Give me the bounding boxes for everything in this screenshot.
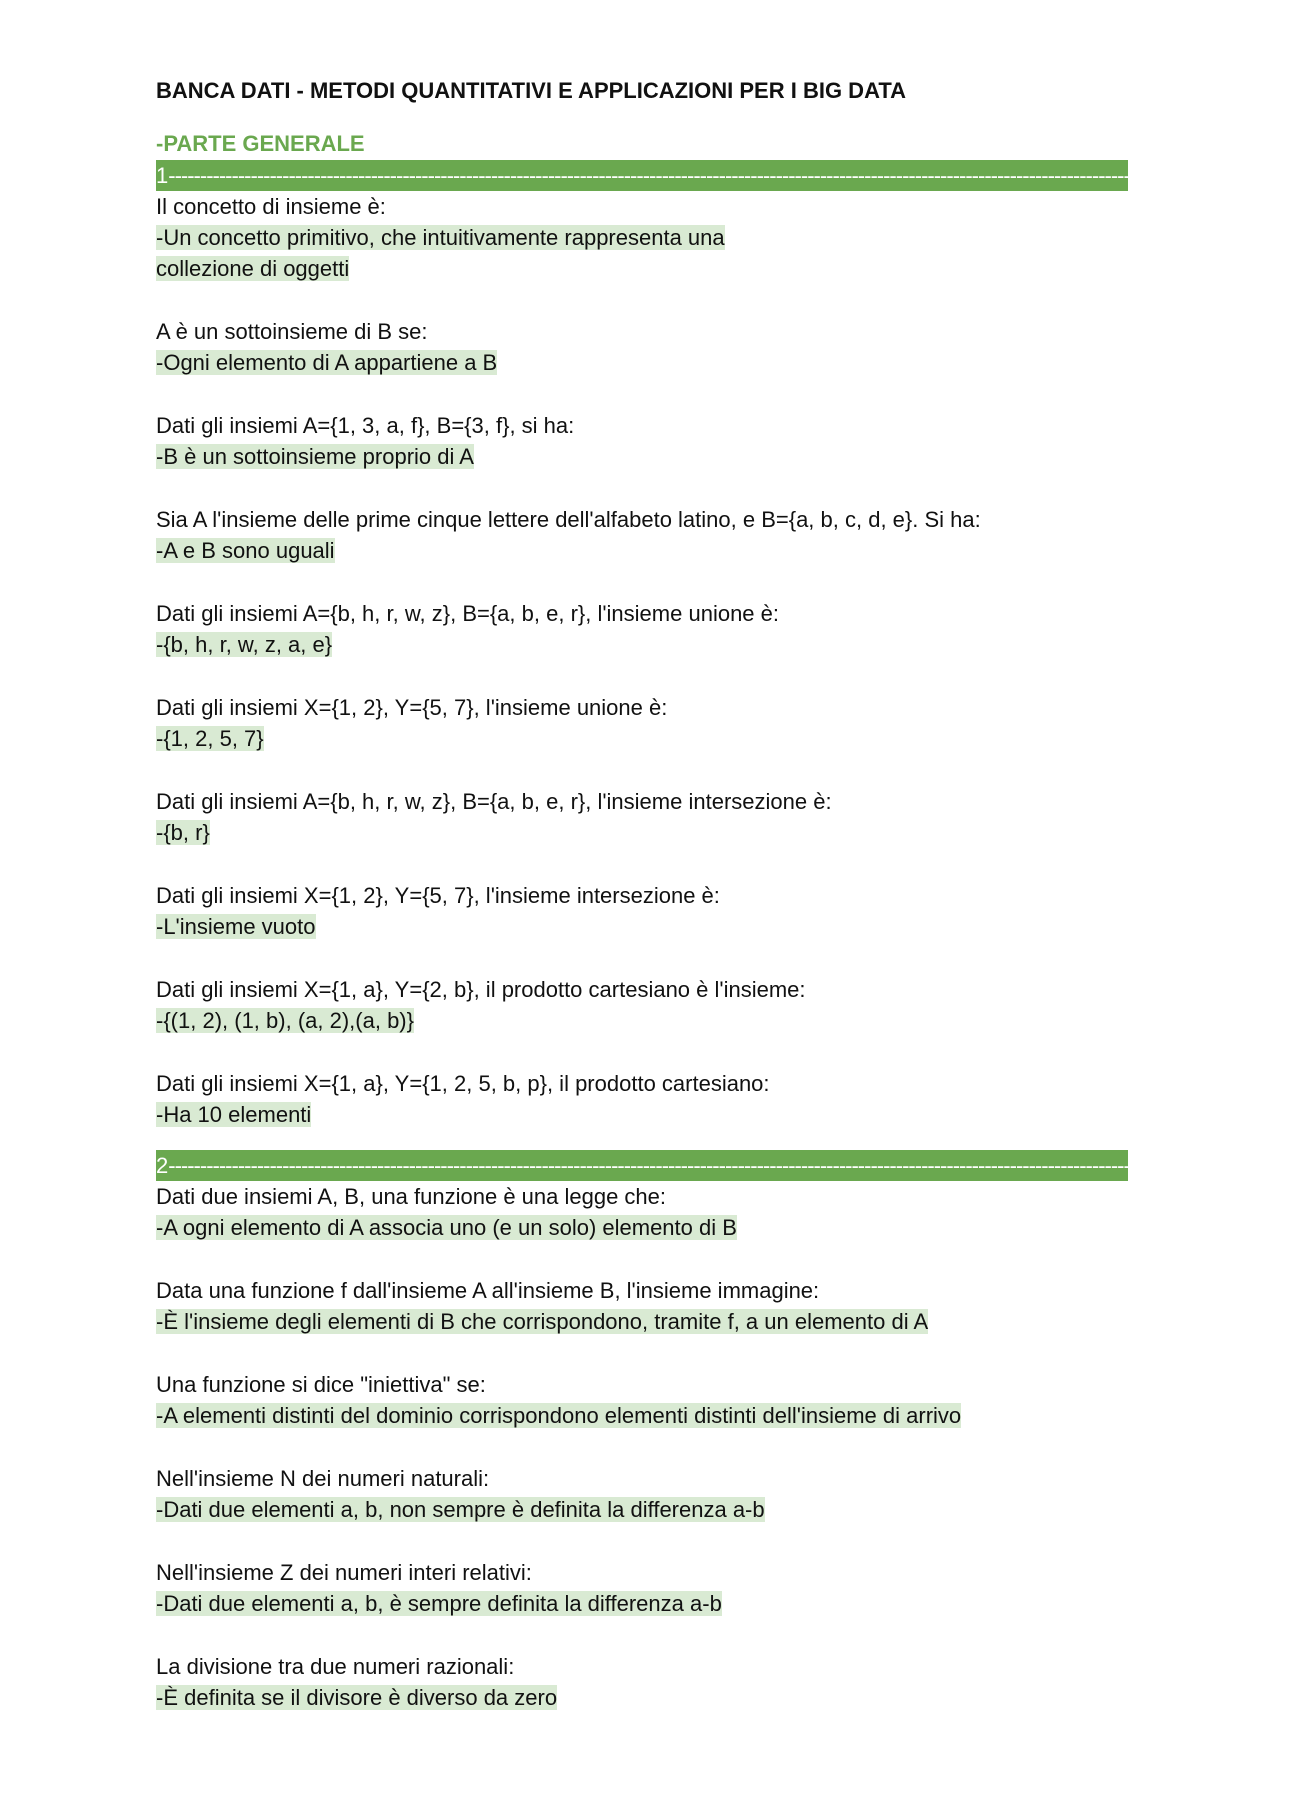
answer-text bbox=[156, 1005, 1128, 1036]
answer-text bbox=[156, 1682, 1128, 1713]
answer-text bbox=[156, 1099, 1128, 1130]
question-text: Dati gli insiemi A={1, 3, a, f}, B={3, f}, si ha: bbox=[156, 413, 575, 438]
question-block bbox=[156, 1068, 1128, 1130]
document-title: BANCA DATI - METODI QUANTITATIVI E APPLICAZIONI PER I BIG DATA bbox=[156, 78, 907, 103]
answer-highlight: -B è un sottoinsieme proprio di A bbox=[156, 444, 474, 469]
question-text: Data una funzione f dall'insieme A all'insieme B, l'insieme immagine: bbox=[156, 1278, 820, 1303]
answer-text bbox=[156, 911, 1128, 942]
answer-text bbox=[156, 222, 766, 284]
answer-highlight: -{b, h, r, w, z, a, e} bbox=[156, 632, 333, 657]
answer-highlight: -Un concetto primitivo, che intuitivamente rappresenta una collezione di oggetti bbox=[156, 225, 725, 281]
answer-highlight: -Ogni elemento di A appartiene a B bbox=[156, 350, 498, 375]
question-text: Dati gli insiemi X={1, a}, Y={1, 2, 5, b, p}, il prodotto cartesiano: bbox=[156, 1071, 770, 1096]
question-block bbox=[156, 598, 1128, 660]
question-text: Dati due insiemi A, B, una funzione è una legge che: bbox=[156, 1184, 667, 1209]
question-text: Il concetto di insieme è: bbox=[156, 194, 386, 219]
answer-text bbox=[156, 817, 1128, 848]
answer-highlight: -L'insieme vuoto bbox=[156, 914, 316, 939]
question-block bbox=[156, 974, 1128, 1036]
answer-highlight: -A ogni elemento di A associa uno (e un solo) elemento di B bbox=[156, 1215, 737, 1240]
question-block bbox=[156, 1181, 1128, 1243]
answer-text bbox=[156, 1588, 1128, 1619]
document-page bbox=[156, 74, 1307, 1745]
question-block bbox=[156, 191, 1128, 284]
answer-highlight: -{1, 2, 5, 7} bbox=[156, 726, 264, 751]
answer-text bbox=[156, 535, 1128, 566]
answer-text bbox=[156, 1306, 1128, 1337]
question-block bbox=[156, 1369, 1128, 1431]
answer-text bbox=[156, 347, 1128, 378]
question-block bbox=[156, 1651, 1128, 1713]
question-groups bbox=[156, 160, 1307, 1713]
group-divider-2 bbox=[156, 1150, 1307, 1181]
question-text: Nell'insieme N dei numeri naturali: bbox=[156, 1466, 490, 1491]
answer-highlight: -È definita se il divisore è diverso da zero bbox=[156, 1685, 558, 1710]
question-block bbox=[156, 410, 1128, 472]
answer-text bbox=[156, 629, 1128, 660]
answer-text bbox=[156, 441, 1128, 472]
answer-highlight: -A e B sono uguali bbox=[156, 538, 335, 563]
answer-highlight: -È l'insieme degli elementi di B che corrispondono, tramite f, a un elemento di A bbox=[156, 1309, 929, 1334]
group-divider-1 bbox=[156, 160, 1307, 191]
answer-highlight: -Dati due elementi a, b, è sempre definita la differenza a-b bbox=[156, 1591, 722, 1616]
question-text: A è un sottoinsieme di B se: bbox=[156, 319, 428, 344]
question-block bbox=[156, 1275, 1128, 1337]
question-text: Dati gli insiemi A={b, h, r, w, z}, B={a, b, e, r}, l'insieme unione è: bbox=[156, 601, 779, 626]
answer-highlight: -Ha 10 elementi bbox=[156, 1102, 312, 1127]
question-block bbox=[156, 880, 1128, 942]
group-number: 2 bbox=[156, 1153, 169, 1178]
question-text: Dati gli insiemi A={b, h, r, w, z}, B={a, b, e, r}, l'insieme intersezione è: bbox=[156, 789, 832, 814]
answer-highlight: -A elementi distinti del dominio corrispondono elementi distinti dell'insieme di arrivo bbox=[156, 1403, 962, 1428]
question-block bbox=[156, 316, 1128, 378]
question-block bbox=[156, 1557, 1128, 1619]
question-text: Dati gli insiemi X={1, 2}, Y={5, 7}, l'insieme unione è: bbox=[156, 695, 668, 720]
divider-dashes: ------------------------------------------------------------------------------------------------------------------------------------------------------------------------------------ bbox=[168, 1153, 1307, 1178]
divider-dashes: ------------------------------------------------------------------------------------------------------------------------------------------------------------------------------------ bbox=[168, 163, 1307, 188]
section-title: -PARTE GENERALE bbox=[156, 131, 365, 156]
question-text: Dati gli insiemi X={1, 2}, Y={5, 7}, l'insieme intersezione è: bbox=[156, 883, 720, 908]
question-block bbox=[156, 504, 1128, 566]
question-block bbox=[156, 786, 1128, 848]
answer-text bbox=[156, 1494, 1128, 1525]
answer-text bbox=[156, 1212, 1128, 1243]
question-block bbox=[156, 1463, 1128, 1525]
answer-highlight: -{(1, 2), (1, b), (a, 2),(a, b)} bbox=[156, 1008, 414, 1033]
answer-text bbox=[156, 723, 1128, 754]
question-text: La divisione tra due numeri razionali: bbox=[156, 1654, 515, 1679]
answer-highlight: -{b, r} bbox=[156, 820, 210, 845]
question-text: Nell'insieme Z dei numeri interi relativi: bbox=[156, 1560, 532, 1585]
answer-text bbox=[156, 1400, 1128, 1431]
question-block bbox=[156, 692, 1128, 754]
question-text: Sia A l'insieme delle prime cinque lettere dell'alfabeto latino, e B={a, b, c, d, e}. Si ha: bbox=[156, 507, 981, 532]
group-number: 1 bbox=[156, 163, 169, 188]
answer-highlight: -Dati due elementi a, b, non sempre è definita la differenza a-b bbox=[156, 1497, 765, 1522]
question-text: Dati gli insiemi X={1, a}, Y={2, b}, il prodotto cartesiano è l'insieme: bbox=[156, 977, 806, 1002]
question-text: Una funzione si dice "iniettiva" se: bbox=[156, 1372, 486, 1397]
